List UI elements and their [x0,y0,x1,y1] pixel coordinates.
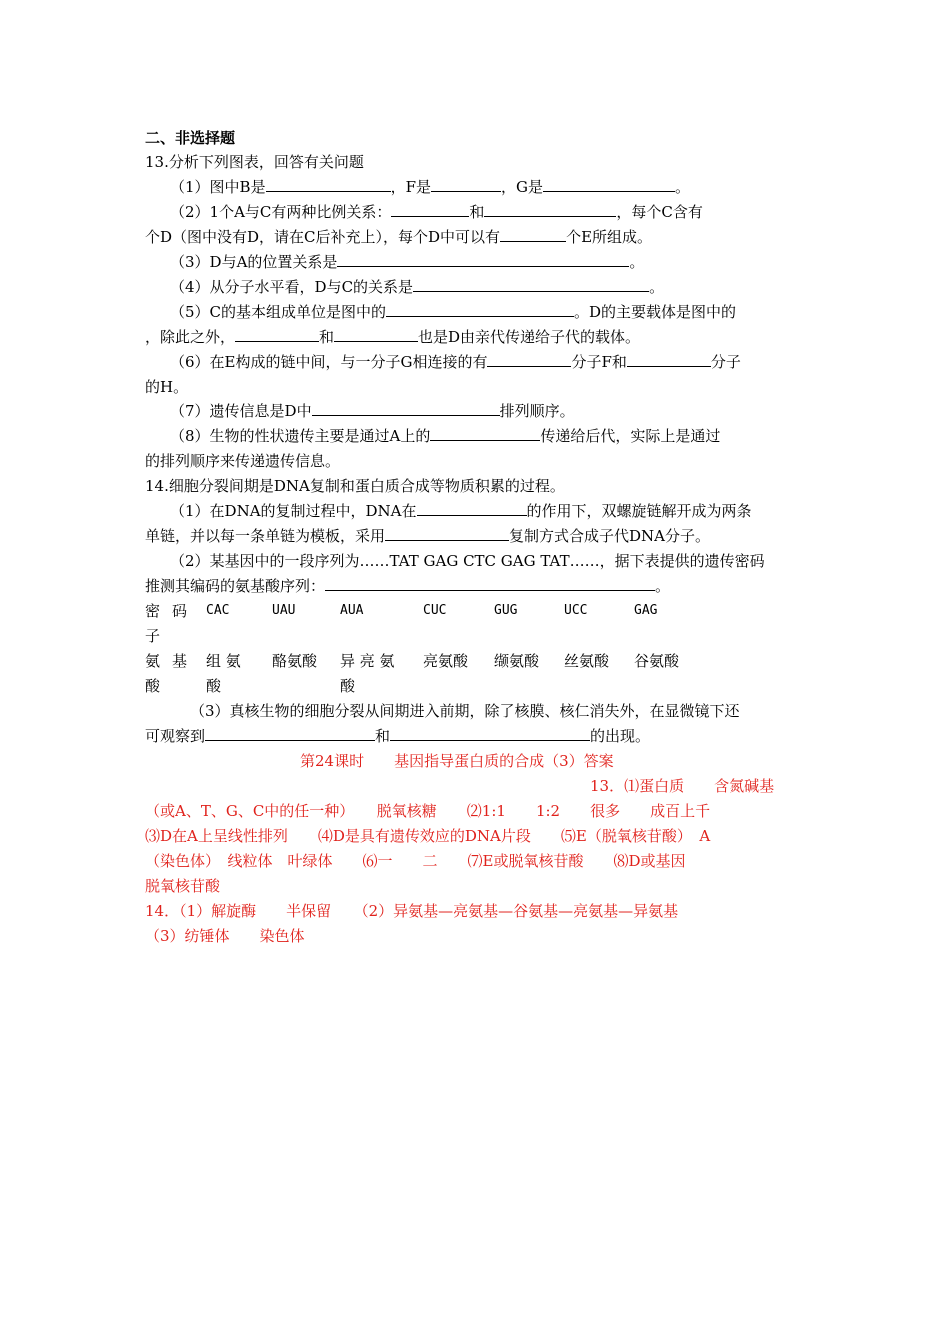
text: （7）遗传信息是D中 [170,402,312,420]
answer-line: 脱氧核苷酸 [145,877,221,895]
answer-blank[interactable] [430,425,540,441]
answer-blank[interactable] [312,400,500,416]
text: （3）D与A的位置关系是 [170,253,338,271]
answer-blank[interactable] [386,301,574,317]
text: 推测其编码的氨基酸序列： [145,577,326,595]
q13-part5-line2 [145,326,640,348]
answer-blank[interactable] [543,176,675,192]
answer-blank[interactable] [385,525,509,541]
answer-blank[interactable] [417,500,527,516]
codon-cell: UAU [272,603,296,618]
answer-line: ⑶D在A上呈线性排列 ⑷D是具有遗传效应的DNA片段 ⑸E（脱氧核苷酸） A [145,827,711,845]
section-title: 二、非选择题 [145,129,236,147]
table-label-char: 基 [172,652,188,670]
q13-stem: 13.分析下列图表，回答有关问题 [145,153,364,171]
q14-stem: 14.细胞分裂间期是DNA复制和蛋白质合成等物质积累的过程。 [145,477,565,495]
amino-cell: 组 氨 [206,652,241,670]
codon-cell: GAG [634,603,658,618]
answer-blank[interactable] [431,176,501,192]
text: 也是D由亲代传递给子代的载体。 [418,328,641,346]
text: 。 [655,577,671,595]
text: （2）1个A与C有两种比例关系： [170,203,392,221]
text: 传递给后代，实际上是通过 [540,427,721,445]
q13-part4 [170,276,664,298]
text: （6）在E构成的链中间，与一分子G相连接的有 [170,353,488,371]
text: （5）C的基本组成单位是图中的 [170,303,387,321]
text: 。 [649,278,665,296]
text: 复制方式合成子代DNA分子。 [509,527,711,545]
answer-blank[interactable] [325,575,655,591]
text: 排列顺序。 [499,402,575,420]
text: 和 [469,203,485,221]
answer-blank[interactable] [500,226,566,242]
text: 分子 [710,353,741,371]
table-label-char: 密 [145,602,161,620]
answer-blank[interactable] [627,351,711,367]
text: 单链，并以每一条单链为模板，采用 [145,527,386,545]
answer-line: （3）纺锤体 染色体 [145,927,305,945]
text: （4）从分子水平看，D与C的关系是 [170,278,414,296]
codon-cell: CAC [206,603,230,618]
answer-blank[interactable] [337,251,629,267]
q14-part2-line2 [145,575,670,597]
table-label-char: 氨 [145,652,161,670]
text: 个D（图中没有D，请在C后补充上），每个D中可以有 [145,228,501,246]
answer-blank[interactable] [391,201,469,217]
text: 和 [319,328,335,346]
text: 的作用下，双螺旋链解开成为两条 [526,502,752,520]
table-label-char: 码 [172,602,188,620]
answer-line: （染色体） 线粒体 叶绿体 ⑹一 二 ⑺E或脱氧核苷酸 ⑻D或基因 [145,852,686,870]
q13-part2-line1 [170,201,703,223]
answer-blank[interactable] [266,176,391,192]
q13-part5-line1 [170,301,736,323]
q14-part2-line1: （2）某基因中的一段序列为……TAT GAG CTC GAG TAT……，据下表提供的遗传密码 [170,552,765,570]
text: 个E所组成。 [566,228,653,246]
codon-cell: UCC [564,603,588,618]
amino-cell: 亮氨酸 [423,652,469,670]
answer-blank[interactable] [205,725,375,741]
q14-part3-line2 [145,725,650,747]
amino-cell: 丝氨酸 [564,652,610,670]
q14-part1-line2 [145,525,710,547]
answer-blank[interactable] [484,201,616,217]
text: 分子F和 [571,353,627,371]
answer-blank[interactable] [487,351,571,367]
codon-cell: GUG [494,603,518,618]
text: 。 [674,178,690,196]
q13-part2-line2 [145,226,652,248]
q13-part8-line2: 的排列顺序来传递遗传信息。 [145,452,341,470]
answer-blank[interactable] [390,725,590,741]
q14-part3-line1: （3）真核生物的细胞分裂从间期进入前期，除了核膜、核仁消失外，在显微镜下还 [190,702,740,720]
text: ，F是 [390,178,431,196]
amino-cell-tail: 酸 [206,677,222,695]
text: 和 [375,727,391,745]
q13-part6-line2: 的H。 [145,378,189,396]
q13-part6-line1 [170,351,741,373]
q14-part1-line1 [170,500,752,522]
amino-cell: 缬氨酸 [494,652,540,670]
text: 的出现。 [590,727,651,745]
answers-title: 第24课时 基因指导蛋白质的合成（3）答案 [300,752,614,770]
text: 。 [629,253,645,271]
codon-cell: AUA [340,603,364,618]
amino-cell: 谷氨酸 [634,652,680,670]
answer-blank[interactable] [235,326,319,342]
text: （1）在DNA的复制过程中，DNA在 [170,502,417,520]
q13-part7 [170,400,575,422]
text: ，G是 [501,178,543,196]
table-label-char: 子 [145,627,161,645]
text: ，除此之外， [145,328,236,346]
q13-part1 [170,176,690,198]
amino-cell: 酪氨酸 [272,652,318,670]
answer-blank[interactable] [413,276,649,292]
amino-cell: 异 亮 氨 [340,652,395,670]
text: （8）生物的性状遗传主要是通过A上的 [170,427,431,445]
text: 。D的主要载体是图中的 [574,303,737,321]
answer-line: 13．⑴蛋白质 含氮碱基 [590,777,775,795]
answer-blank[interactable] [334,326,418,342]
text: （1）图中B是 [170,178,266,196]
table-label-char: 酸 [145,677,161,695]
q13-part8-line1 [170,425,720,447]
amino-cell-tail: 酸 [340,677,356,695]
answer-line: 14．（1）解旋酶 半保留 （2）异氨基—亮氨基—谷氨基—亮氨基—异氨基 [145,902,679,920]
q13-part3 [170,251,644,273]
text: ，每个C含有 [616,203,703,221]
answer-line: （或A、T、G、C中的任一种） 脱氧核糖 ⑵1:1 1:2 很多 成百上千 [145,802,711,820]
text: 可观察到 [145,727,206,745]
codon-cell: CUC [423,603,447,618]
